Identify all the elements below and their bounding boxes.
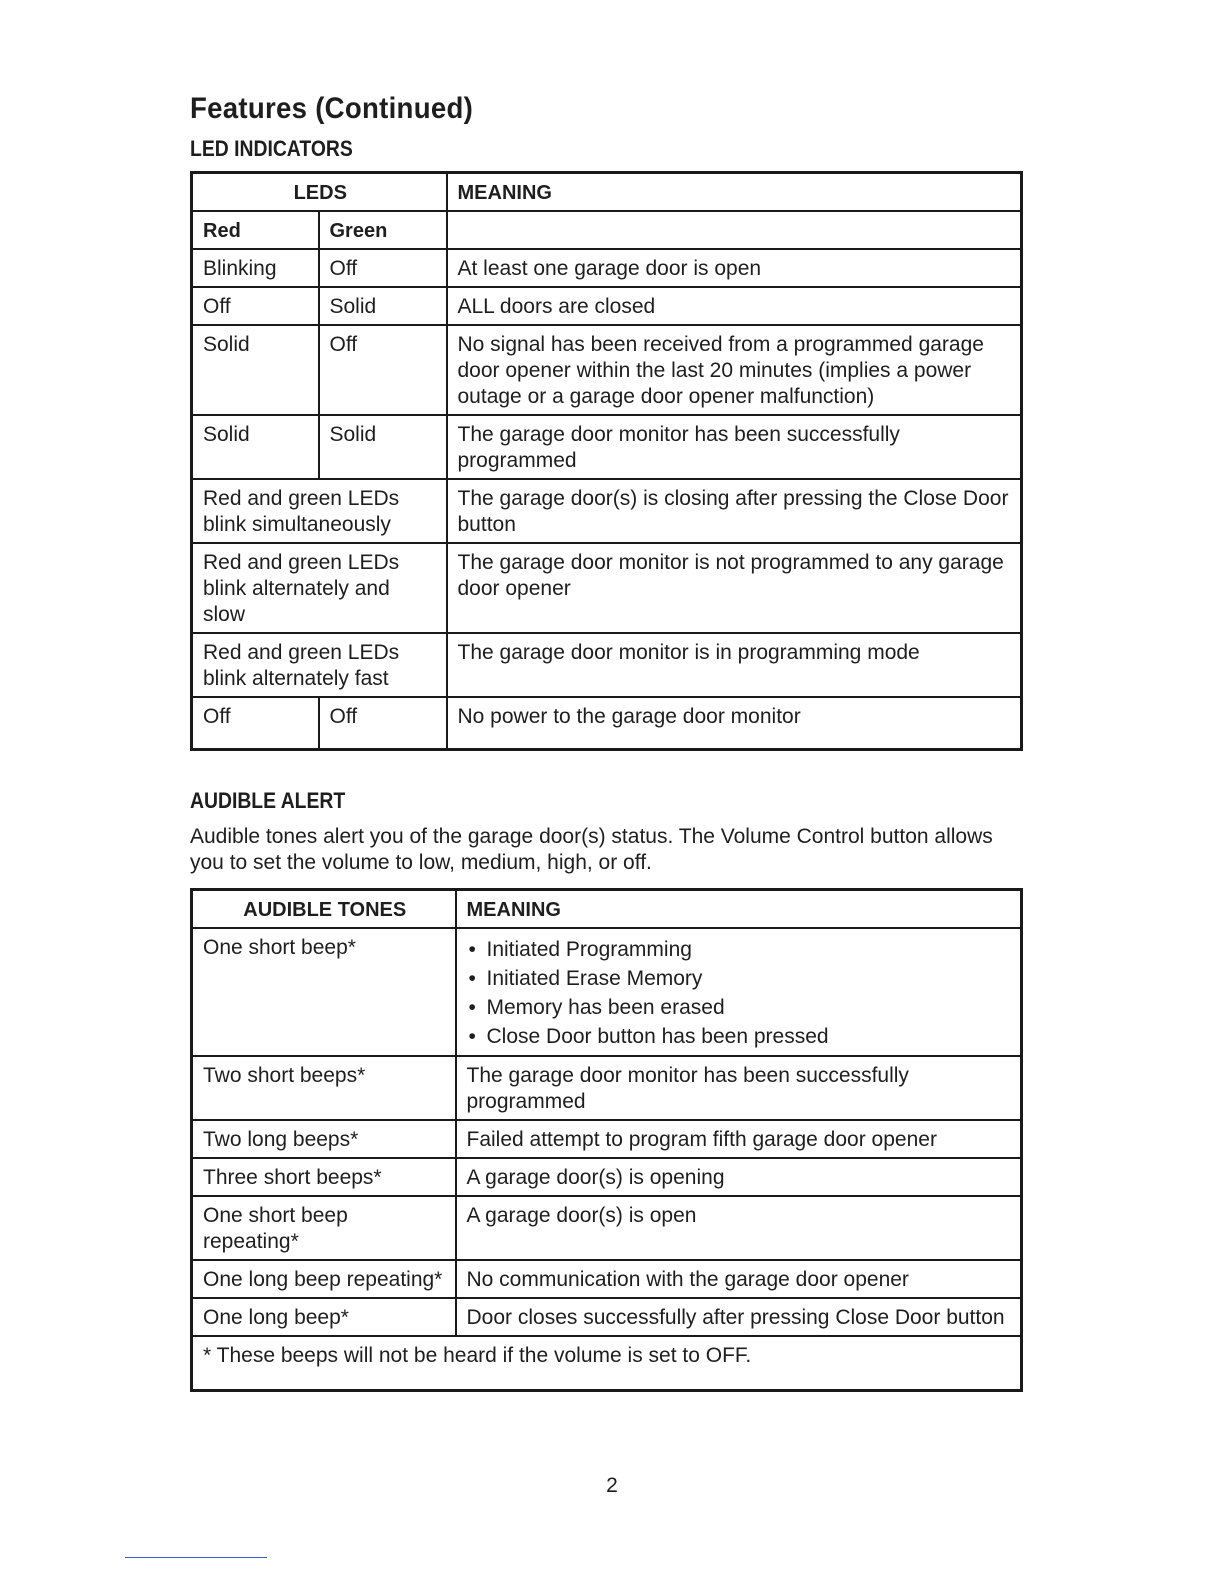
tone-meaning: The garage door monitor has been successfully programmed bbox=[456, 1056, 1022, 1120]
table-row bbox=[192, 479, 1022, 543]
bullet-list bbox=[467, 935, 1013, 1051]
tone-meaning: A garage door(s) is open bbox=[456, 1196, 1022, 1260]
table-subheader-row bbox=[192, 211, 1022, 249]
green-led-state: Off bbox=[319, 325, 447, 415]
green-led-state: Solid bbox=[319, 287, 447, 325]
tone-name: Two long beeps* bbox=[192, 1120, 456, 1158]
tone-meaning: No communication with the garage door opener bbox=[456, 1260, 1022, 1298]
red-column-header: Red bbox=[192, 211, 319, 249]
green-column-header: Green bbox=[319, 211, 447, 249]
green-led-state: Off bbox=[319, 249, 447, 287]
red-led-state: Blinking bbox=[192, 249, 319, 287]
audible-tones-table bbox=[190, 888, 1023, 1392]
tone-meaning: Failed attempt to program fifth garage door opener bbox=[456, 1120, 1022, 1158]
table-row bbox=[192, 697, 1022, 750]
tone-name: One short beep repeating* bbox=[192, 1196, 456, 1260]
tone-name: Two short beeps* bbox=[192, 1056, 456, 1120]
table-row bbox=[192, 249, 1022, 287]
table-header-row bbox=[192, 890, 1022, 929]
table-header-row bbox=[192, 173, 1022, 212]
tone-meaning-column-header: MEANING bbox=[456, 890, 1022, 929]
led-meaning: ALL doors are closed bbox=[447, 287, 1022, 325]
table-row bbox=[192, 543, 1022, 633]
tone-name: One short beep* bbox=[192, 928, 456, 1056]
list-item: • Close Door button has been pressed bbox=[467, 1022, 1013, 1051]
tone-name: Three short beeps* bbox=[192, 1158, 456, 1196]
green-led-state: Off bbox=[319, 697, 447, 750]
page-title: Features (Continued) bbox=[190, 92, 474, 125]
table-row bbox=[192, 1056, 1022, 1120]
red-led-state: Solid bbox=[192, 325, 319, 415]
led-indicators-heading: LED INDICATORS bbox=[190, 136, 353, 161]
led-meaning: At least one garage door is open bbox=[447, 249, 1022, 287]
audible-alert-intro: Audible tones alert you of the garage door(s) status. The Volume Control button allows you to set the volume to low, medium, high, or off. bbox=[190, 825, 993, 874]
table-row bbox=[192, 287, 1022, 325]
empty-cell bbox=[447, 211, 1022, 249]
combined-led-state: Red and green LEDs blink simultaneously bbox=[192, 479, 447, 543]
combined-led-state: Red and green LEDs blink alternately fast bbox=[192, 633, 447, 697]
led-meaning: No power to the garage door monitor bbox=[447, 697, 1022, 750]
audible-alert-heading: AUDIBLE ALERT bbox=[190, 788, 346, 813]
list-item: • Memory has been erased bbox=[467, 993, 1013, 1022]
combined-led-state: Red and green LEDs blink alternately and slow bbox=[192, 543, 447, 633]
tone-meaning: Door closes successfully after pressing Close Door button bbox=[456, 1298, 1022, 1336]
table-row bbox=[192, 1196, 1022, 1260]
page-number: 2 bbox=[606, 1474, 618, 1497]
tone-name: One long beep* bbox=[192, 1298, 456, 1336]
green-led-state: Solid bbox=[319, 415, 447, 479]
red-led-state: Solid bbox=[192, 415, 319, 479]
audible-tones-column-header: AUDIBLE TONES bbox=[192, 890, 456, 929]
table-row bbox=[192, 325, 1022, 415]
meaning-column-header: MEANING bbox=[447, 173, 1022, 212]
footer-divider bbox=[125, 1557, 267, 1558]
list-item: • Initiated Erase Memory bbox=[467, 964, 1013, 993]
table-row bbox=[192, 1120, 1022, 1158]
led-indicators-table bbox=[190, 171, 1023, 751]
red-led-state: Off bbox=[192, 697, 319, 750]
table-row bbox=[192, 415, 1022, 479]
leds-column-header: LEDS bbox=[192, 173, 447, 212]
table-row bbox=[192, 928, 1022, 1056]
footnote: * These beeps will not be heard if the volume is set to OFF. bbox=[192, 1336, 1022, 1391]
table-row bbox=[192, 1298, 1022, 1336]
red-led-state: Off bbox=[192, 287, 319, 325]
table-row bbox=[192, 1158, 1022, 1196]
table-row bbox=[192, 633, 1022, 697]
led-meaning: No signal has been received from a programmed garage door opener within the last 20 minutes (implies a power outage or a garage door opener malfunction) bbox=[447, 325, 1022, 415]
list-item: • Initiated Programming bbox=[467, 935, 1013, 964]
led-meaning: The garage door monitor is in programming mode bbox=[447, 633, 1022, 697]
led-meaning: The garage door monitor has been successfully programmed bbox=[447, 415, 1022, 479]
led-meaning: The garage door(s) is closing after pressing the Close Door button bbox=[447, 479, 1022, 543]
table-row bbox=[192, 1260, 1022, 1298]
tone-name: One long beep repeating* bbox=[192, 1260, 456, 1298]
footnote-row bbox=[192, 1336, 1022, 1391]
tone-meaning: A garage door(s) is opening bbox=[456, 1158, 1022, 1196]
led-meaning: The garage door monitor is not programmed to any garage door opener bbox=[447, 543, 1022, 633]
tone-meaning bbox=[456, 928, 1022, 1056]
